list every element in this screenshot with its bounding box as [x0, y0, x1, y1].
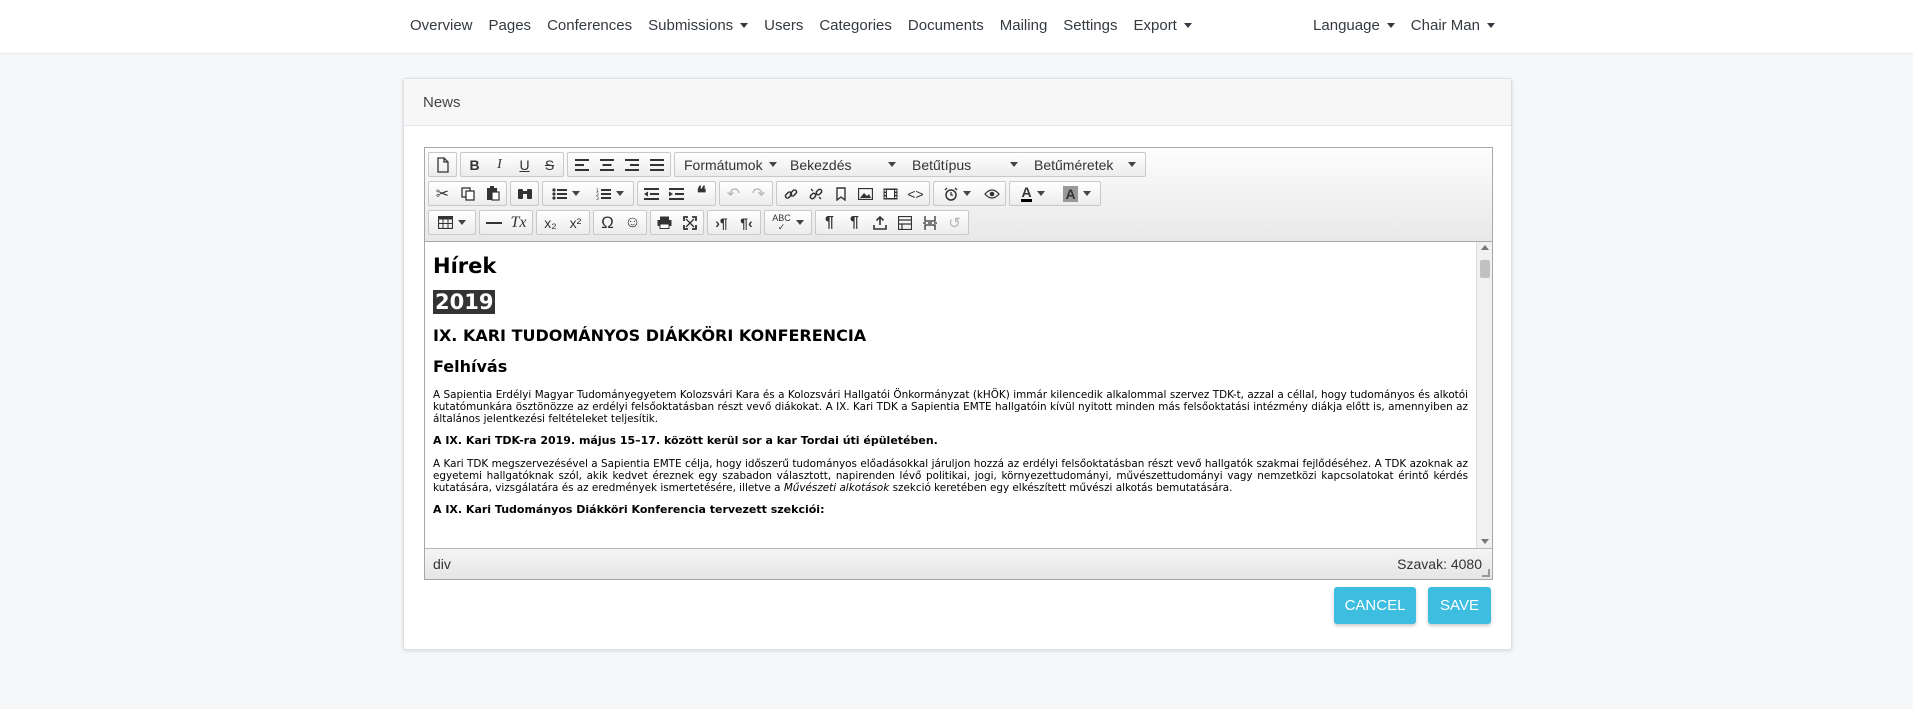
horizontal-rule-icon: [486, 222, 502, 224]
caret-down-icon: [458, 220, 466, 225]
italic-button[interactable]: I: [497, 156, 502, 172]
editor-scrollbar[interactable]: [1476, 242, 1492, 548]
text-color-icon: A: [1021, 184, 1032, 200]
image-icon: [858, 188, 873, 200]
nav-user-dropdown[interactable]: [1403, 17, 1503, 34]
top-navbar: [0, 0, 1913, 54]
cut-button[interactable]: [430, 182, 455, 205]
align-right-icon: [625, 159, 639, 171]
new-document-icon: [436, 157, 450, 173]
caret-down-icon: [1387, 23, 1395, 28]
nav-conferences[interactable]: [539, 17, 640, 34]
content-paragraph: [433, 458, 1468, 494]
caret-down-icon: [1083, 191, 1091, 196]
template-icon: [898, 216, 912, 230]
special-character-button[interactable]: [595, 211, 620, 234]
redo-button[interactable]: [746, 182, 771, 205]
nav-label: Users: [764, 16, 804, 34]
insert-datetime-button[interactable]: [935, 182, 979, 205]
rtl-pilcrow-icon: ¶‹: [740, 214, 753, 231]
toolbar-group: [567, 152, 671, 177]
nav-label: Export: [1133, 16, 1177, 34]
spellcheck-label: ABC: [772, 212, 791, 223]
binoculars-icon: [517, 187, 533, 200]
toolbar-group: [542, 181, 634, 206]
word-count: Szavak: 4080: [1397, 556, 1482, 572]
scroll-thumb[interactable]: [1480, 260, 1490, 278]
toolbar-group: [707, 210, 761, 235]
card-title: News: [404, 79, 1511, 126]
table-icon: [438, 216, 453, 229]
anchor-button[interactable]: [828, 182, 853, 205]
nav-mailing[interactable]: [992, 17, 1056, 34]
svg-text:3: 3: [596, 196, 599, 200]
toolbar-group: [674, 152, 1146, 177]
subscript-icon: x₂: [544, 214, 557, 231]
caret-down-icon: [963, 191, 971, 196]
toolbar-group: [460, 152, 564, 177]
clear-formatting-icon: Tx: [510, 213, 527, 231]
pilcrow-icon: ¶: [825, 213, 834, 231]
numbered-list-button[interactable]: [588, 182, 632, 205]
toolbar-group: [510, 181, 539, 206]
scroll-down-icon[interactable]: [1481, 539, 1489, 544]
caret-down-icon: [796, 220, 804, 225]
alarm-clock-icon: [944, 187, 958, 201]
unlink-button[interactable]: [803, 182, 828, 205]
editor-content[interactable]: [425, 242, 1492, 548]
nav-overview[interactable]: [402, 17, 481, 34]
toolbar-group: [637, 181, 716, 206]
visual-chars-button[interactable]: [842, 211, 867, 234]
content-text-italic: Művészeti alkotások: [783, 482, 890, 494]
toolbar-group: [933, 181, 1006, 206]
nav-pages[interactable]: [481, 17, 540, 34]
restore-draft-button[interactable]: [942, 211, 967, 234]
nav-label: Language: [1313, 16, 1380, 34]
caret-down-icon: [888, 162, 896, 167]
content-text: szekció keretében egy elkészített művészi alkotás bemutatására.: [889, 482, 1233, 494]
element-path[interactable]: div: [433, 556, 451, 572]
align-justify-icon: [650, 159, 664, 171]
resize-handle-icon[interactable]: [1482, 569, 1490, 577]
save-button[interactable]: SAVE: [1428, 587, 1491, 624]
bullet-list-icon: [552, 188, 567, 200]
toolbar-group: [428, 210, 476, 235]
horizontal-rule-button[interactable]: [481, 211, 506, 234]
undo-button[interactable]: [721, 182, 746, 205]
show-blocks-button[interactable]: [817, 211, 842, 234]
nav-label: Submissions: [648, 16, 734, 34]
bold-button[interactable]: B: [469, 156, 480, 173]
history-icon: ↺: [948, 214, 961, 232]
ltr-pilcrow-icon: ›¶: [715, 214, 728, 231]
new-document-button[interactable]: [430, 153, 455, 176]
caret-down-icon: [572, 191, 580, 196]
code-icon: <>: [907, 185, 924, 202]
copy-icon: [461, 187, 475, 201]
caret-down-icon: [769, 162, 777, 167]
toolbar-group: [764, 210, 812, 235]
unlink-icon: [809, 187, 823, 201]
nav-label: Mailing: [999, 16, 1048, 34]
content-text: A Kari TDK megszervezésével a Sapientia EMTE célja, hogy időszerű tudományos előadásokkal járuljon hozzá az erdélyi felsőoktatásban részt vevő hallgatók szakmai fejlődéséhez. A TDK azoknak az egyetemi hallgatóknak szól, akik kedvet éreznek egy szabadon választott, napirenden lévő politikai, jogi, környezettudományi, művészettudományi vagy nemzetközi kapcsolatokat érintő kérdés kutatására, vizsgálatára és az eredmények ismertetésére, illetve a: [433, 458, 1468, 494]
blockquote-button[interactable]: [689, 182, 714, 205]
nav-users[interactable]: [756, 17, 811, 34]
nav-label: Chair Man: [1410, 16, 1480, 34]
font-size-dropdown[interactable]: [1026, 153, 1144, 176]
toolbar-group: [719, 181, 773, 206]
align-justify-button[interactable]: [644, 153, 669, 176]
align-center-button[interactable]: [594, 153, 619, 176]
undo-icon: ↶: [726, 185, 741, 203]
font-family-dropdown[interactable]: [904, 153, 1026, 176]
numbered-list-icon: [596, 188, 611, 200]
caret-down-icon: [1487, 23, 1495, 28]
rich-text-editor: [424, 147, 1493, 580]
spellcheck-icon: ABC ✓: [772, 212, 791, 232]
content-heading-conference: IX. KARI TUDOMÁNYOS DIÁKKÖRI KONFERENCIA: [433, 326, 867, 345]
toolbar-row-3: [428, 208, 1489, 237]
align-center-icon: [600, 159, 614, 171]
align-left-icon: [575, 159, 589, 171]
align-left-button[interactable]: [569, 153, 594, 176]
toolbar-group: [776, 181, 930, 206]
paragraph-label: Bekezdés: [790, 156, 852, 173]
paragraph-dropdown[interactable]: [782, 153, 904, 176]
preview-button[interactable]: [979, 182, 1004, 205]
font-size-label: Betűméretek: [1034, 156, 1114, 173]
nav-label: Categories: [819, 16, 892, 34]
toolbar-row-2: [428, 179, 1489, 208]
source-code-button[interactable]: [903, 182, 928, 205]
nav-right-group: [1305, 0, 1503, 50]
nav-export-dropdown[interactable]: [1126, 17, 1200, 34]
paste-icon: [486, 186, 500, 201]
ltr-button[interactable]: [709, 211, 734, 234]
page-break-icon: [923, 216, 937, 230]
nav-documents[interactable]: [900, 17, 992, 34]
toolbar-group: [1009, 181, 1101, 206]
page-break-button[interactable]: [917, 211, 942, 234]
caret-down-icon: [1184, 23, 1192, 28]
superscript-button[interactable]: [563, 211, 588, 234]
nav-label: Settings: [1063, 16, 1118, 34]
superscript-icon: x²: [569, 214, 582, 231]
strikethrough-button[interactable]: S: [544, 156, 555, 173]
caret-down-icon: [740, 23, 748, 28]
caret-down-icon: [616, 191, 624, 196]
insert-link-button[interactable]: [778, 182, 803, 205]
svg-text:1: 1: [596, 188, 599, 194]
omega-icon: Ω: [601, 212, 614, 232]
indent-icon: [669, 188, 684, 200]
align-right-button[interactable]: [619, 153, 644, 176]
pilcrow-icon: ¶: [850, 213, 859, 231]
underline-button[interactable]: U: [519, 156, 530, 173]
bookmark-icon: [836, 187, 846, 201]
nav-label: Pages: [488, 16, 532, 34]
toolbar-group: [479, 210, 533, 235]
clear-formatting-button[interactable]: [506, 211, 531, 234]
background-color-icon: A: [1065, 185, 1076, 202]
formats-label: Formátumok: [684, 156, 763, 173]
quote-icon: ❝: [696, 183, 707, 204]
insert-media-button[interactable]: [878, 182, 903, 205]
nav-categories[interactable]: [811, 17, 900, 34]
upload-button[interactable]: [867, 211, 892, 234]
find-replace-button[interactable]: [512, 182, 537, 205]
background-color-button[interactable]: [1055, 182, 1099, 205]
nav-settings[interactable]: [1055, 17, 1125, 34]
toolbar-group: [815, 210, 969, 235]
news-card: [403, 78, 1512, 650]
content-heading-news: Hírek: [433, 254, 497, 278]
content-heading-year-selected: 2019: [435, 290, 494, 314]
nav-language-dropdown[interactable]: [1305, 17, 1403, 34]
nav-label: Conferences: [547, 16, 633, 34]
link-icon: [784, 187, 798, 201]
printer-icon: [657, 216, 672, 229]
nav-label: Documents: [907, 16, 984, 34]
nav-left-group: [402, 0, 1200, 50]
content-paragraph-bold: A IX. Kari Tudományos Diákköri Konferencia tervezett szekciói:: [433, 503, 825, 516]
smiley-icon: ☺: [624, 213, 641, 231]
font-family-label: Betűtípus: [912, 156, 972, 173]
upload-icon: [873, 216, 887, 230]
formats-dropdown[interactable]: [676, 153, 782, 176]
editor-statusbar: [425, 548, 1492, 579]
template-button[interactable]: [892, 211, 917, 234]
nav-label: Overview: [410, 16, 473, 34]
scissors-icon: ✂: [435, 185, 450, 203]
editor-toolbar: [425, 148, 1492, 242]
indent-button[interactable]: [664, 182, 689, 205]
table-button[interactable]: [430, 211, 474, 234]
rtl-button[interactable]: [734, 211, 759, 234]
emoticons-button[interactable]: [620, 211, 645, 234]
toolbar-row-1: [428, 150, 1489, 179]
content-heading-call: Felhívás: [433, 357, 508, 376]
toolbar-group: [428, 181, 507, 206]
fullscreen-icon: [683, 216, 697, 230]
film-icon: [883, 188, 898, 200]
eye-icon: [984, 189, 1000, 199]
redo-icon: ↷: [751, 185, 766, 203]
outdent-icon: [644, 188, 659, 200]
caret-down-icon: [1128, 162, 1136, 167]
outdent-button[interactable]: [639, 182, 664, 205]
nav-submissions-dropdown[interactable]: [640, 17, 756, 34]
toolbar-group: [650, 210, 704, 235]
svg-text:2: 2: [596, 192, 599, 198]
spellcheck-button[interactable]: [766, 211, 810, 234]
toolbar-group: [536, 210, 590, 235]
bullet-list-button[interactable]: [544, 182, 588, 205]
cancel-button[interactable]: CANCEL: [1334, 587, 1416, 624]
content-paragraph-bold: A IX. Kari TDK-ra 2019. május 15–17. között kerül sor a kar Tordai úti épületében.: [433, 434, 938, 447]
text-color-button[interactable]: [1011, 182, 1055, 205]
fullscreen-button[interactable]: [677, 211, 702, 234]
print-button[interactable]: [652, 211, 677, 234]
subscript-button[interactable]: [538, 211, 563, 234]
toolbar-group: [593, 210, 647, 235]
caret-down-icon: [1010, 162, 1018, 167]
content-paragraph: A Sapientia Erdélyi Magyar Tudományegyetem Kolozsvári Kara és a Kolozsvári Hallgatói Önkormányzat (kHÖK) immár kilencedik alkalommal szervez TDK-t, azzal a céllal, hogy tudományos és alkotói kutatómunkára ösztönözze az erdélyi felsőoktatásban részt vevő diákokat. A IX. Kari TDK a Sapientia EMTE hallgatóin kívül nyitott minden más felsőoktatási intézmény diákja előtt is, amennyiben az általános jelentkezési feltételeket teljesítik.: [433, 389, 1468, 425]
paste-button[interactable]: [480, 182, 505, 205]
insert-image-button[interactable]: [853, 182, 878, 205]
copy-button[interactable]: [455, 182, 480, 205]
scroll-up-icon[interactable]: [1481, 245, 1489, 250]
toolbar-group: [428, 152, 457, 177]
caret-down-icon: [1037, 191, 1045, 196]
